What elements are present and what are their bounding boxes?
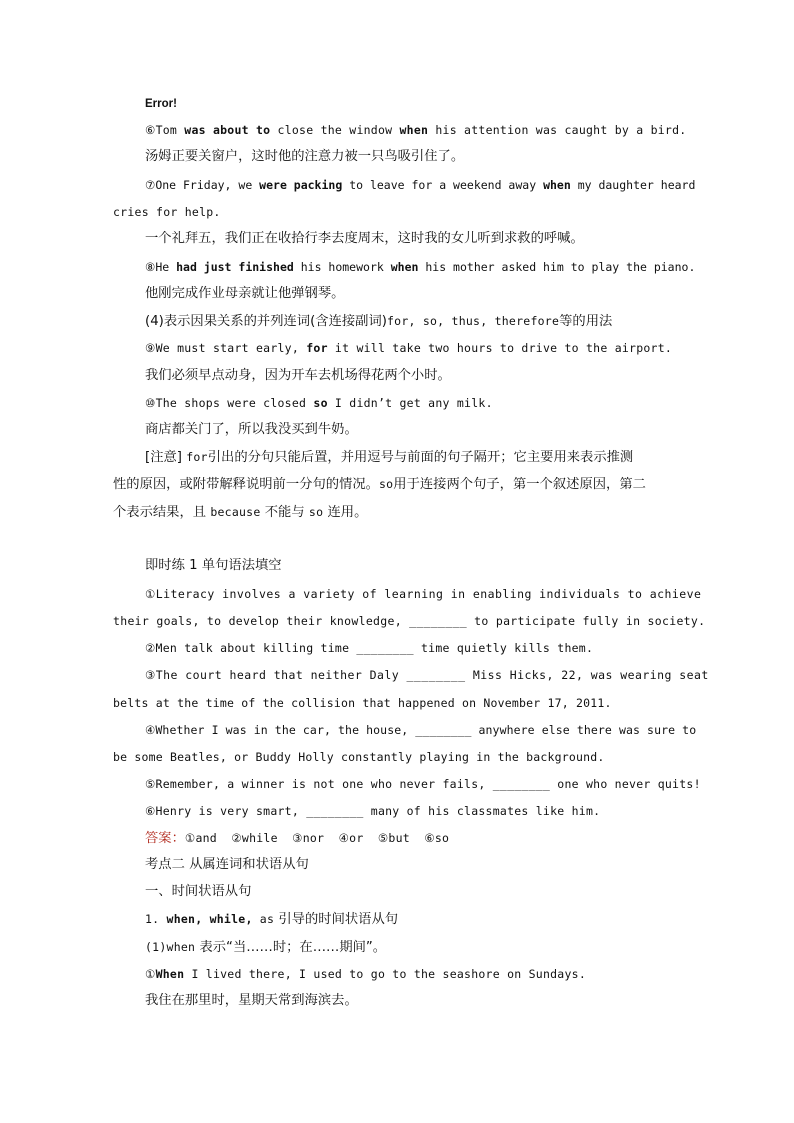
example-9-en: ⑨We must start early, for it will take two hours to drive to the airport. xyxy=(145,341,673,355)
answer-label: 答案： xyxy=(145,831,185,846)
emphasis: for xyxy=(306,341,328,355)
practice-item-5: ⑤Remember, a winner is not one who never fails, ________ one who never quits! xyxy=(145,777,701,791)
answer-item: ③nor xyxy=(292,831,325,845)
error-label: Error! xyxy=(145,98,177,110)
note-line-2: 性的原因，或附带解释说明前一分句的情况。so用于连接两个句子，第一个叙述原因，第二 xyxy=(113,477,646,492)
example-num: ⑧ xyxy=(145,260,156,274)
practice-item-2: ②Men talk about killing time ________ time quietly kills them. xyxy=(145,641,594,655)
example-num: ⑦ xyxy=(145,178,156,192)
example-num: ⑩ xyxy=(145,396,156,410)
practice-item-1: ①Literacy involves a variety of learning in enabling individuals to achieve xyxy=(145,587,702,601)
practice-item-3-cont: belts at the time of the collision that happened on November 17, 2011. xyxy=(113,696,612,710)
note-line-3: 个表示结果，且 because 不能与 so 连用。 xyxy=(113,505,368,520)
example-when-zh: 我住在那里时，星期天常到海滨去。 xyxy=(145,993,358,1008)
practice-title: 即时练 1 单句语法填空 xyxy=(145,558,282,573)
practice-item-4-cont: be some Beatles, or Buddy Holly constantly playing in the background. xyxy=(113,750,605,764)
example-10-zh: 商店都关门了，所以我没买到牛奶。 xyxy=(145,422,358,437)
answer-line xyxy=(145,830,449,846)
practice-item-4: ④Whether I was in the car, the house, ________ anywhere else there was sure to xyxy=(145,723,697,737)
example-when-en: ①When I lived there, I used to go to the seashore on Sundays. xyxy=(145,967,586,981)
example-8-en: ⑧He had just finished his homework when his mother asked him to play the piano. xyxy=(145,260,696,274)
example-9-zh: 我们必须早点动身，因为开车去机场得花两个小时。 xyxy=(145,368,451,383)
example-6-en: ⑥Tom was about to close the window when his attention was caught by a bird. xyxy=(145,123,687,137)
example-7-cont: cries for help. xyxy=(113,205,221,219)
emphasis: was about to xyxy=(184,123,271,137)
emphasis: were packing xyxy=(259,178,343,192)
emphasis: so xyxy=(313,396,328,410)
emphasis: when xyxy=(543,178,571,192)
emphasis: had just finished xyxy=(176,260,294,274)
emphasis: when xyxy=(399,123,429,137)
subsection-heading: 一、时间状语从句 xyxy=(145,884,252,899)
section-4-heading: (4)表示因果关系的并列连词(含连接副词)for, so, thus, therefore等的用法 xyxy=(145,314,613,329)
note-line-1: [注意] for引出的分句只能后置，并用逗号与前面的句子隔开；它主要用来表示推测 xyxy=(145,450,634,465)
example-8-zh: 他刚完成作业母亲就让他弹钢琴。 xyxy=(145,286,345,301)
answer-item: ②while xyxy=(231,831,278,845)
answer-item: ①and xyxy=(184,831,217,845)
example-num: ⑨ xyxy=(145,341,156,355)
answer-item: ⑥so xyxy=(424,831,450,845)
practice-item-3: ③The court heard that neither Daly ________ Miss Hicks, 22, was wearing seat xyxy=(145,668,709,682)
practice-item-1-cont: their goals, to develop their knowledge, ________ to participate fully in society. xyxy=(113,614,706,628)
topic-heading: 1. when, while, as 引导的时间状语从句 xyxy=(145,912,399,927)
emphasis: when xyxy=(390,260,419,274)
example-10-en: ⑩The shops were closed so I didn’t get any milk. xyxy=(145,396,493,410)
example-7-en: ⑦One Friday, we were packing to leave for a weekend away when my daughter heard xyxy=(145,178,696,192)
answer-item: ⑤but xyxy=(377,831,410,845)
example-7-zh: 一个礼拜五，我们正在收拾行李去度周末，这时我的女儿听到求救的呼喊。 xyxy=(145,231,584,246)
example-num: ① xyxy=(145,967,156,981)
practice-item-6: ⑥Henry is very smart, ________ many of his classmates like him. xyxy=(145,804,601,818)
example-num: ⑥ xyxy=(145,123,156,137)
answer-item: ④or xyxy=(338,831,364,845)
topic-sub-heading: (1)when 表示“当……时；在……期间”。 xyxy=(145,940,387,955)
example-6-zh: 汤姆正要关窗户，这时他的注意力被一只鸟吸引住了。 xyxy=(145,149,465,164)
section-heading: 考点二 从属连词和状语从句 xyxy=(145,857,309,872)
emphasis: When xyxy=(155,967,185,981)
